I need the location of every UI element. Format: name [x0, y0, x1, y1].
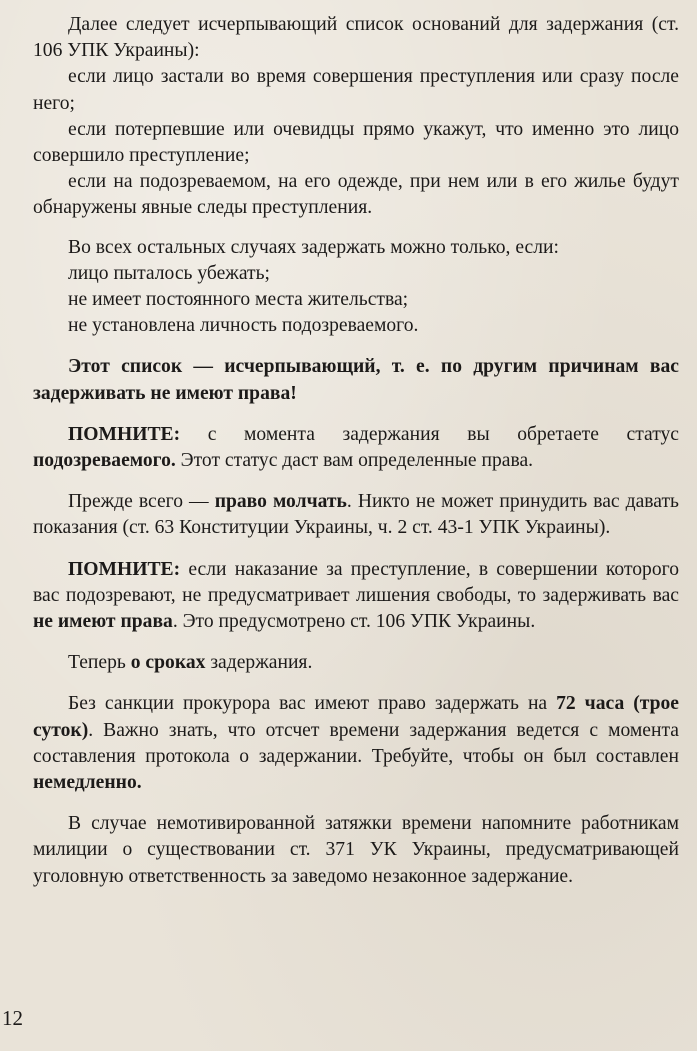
paragraph-ground-1: если лицо застали во время совершения преступления или сразу после него;	[33, 66, 679, 114]
paragraph-other-case-3: не установлена личность подозреваемого.	[68, 315, 419, 337]
body-text	[33, 12, 679, 890]
page-number: 12	[2, 1006, 23, 1030]
paragraph-other-case-1: лицо пыталось убежать;	[68, 262, 270, 284]
paragraph-other-case-2: не имеет постоянного места жительства;	[68, 289, 409, 311]
paragraph-ground-2: если потерпевшие или очевидцы прямо укажут, что именно это лицо совершило преступление;	[33, 118, 679, 167]
paragraph-72-hours: Без санкции прокурора вас имеют право задержать на 72 часа (трое суток). Важно знать, что отсчет времени задержания ведется с момента составления протокола о задержании. Требуйте, чтобы он был составлен немедленно.	[33, 693, 680, 794]
paragraph-other-cases: Во всех остальных случаях задержать можно только, если:	[68, 236, 559, 258]
paragraph-grounds-intro: Далее следует исчерпывающий список оснований для задержания (ст. 106 УПК Украины):	[33, 14, 679, 62]
paragraph-right-to-silence: Прежде всего — право молчать. Никто не может принудить вас давать показания (ст. 63 Конституции Украины, ч. 2 ст. 43-1 УПК Украины).	[33, 491, 679, 539]
paragraph-terms-intro: Теперь о сроках задержания.	[68, 652, 313, 674]
paragraph-ground-3: если на подозреваемом, на его одежде, при нем или в его жилье будут обнаружены явные следы преступления.	[33, 171, 679, 219]
paragraph-exhaustive-list: Этот список — исчерпывающий, т. е. по другим причинам вас задерживать не имеют права!	[33, 356, 679, 404]
paragraph-unlawful-detention: В случае немотивированной затяжки времени напомните работникам милиции о существовании ст. 371 УК Украины, предусматривающей уголовную ответственность за заведомо незаконное задержание.	[33, 813, 679, 887]
paragraph-remember-status: ПОМНИТЕ: с момента задержания вы обретаете статус подозреваемого. Этот статус даст вам определенные права.	[33, 423, 679, 472]
paragraph-remember-detention: ПОМНИТЕ: если наказание за преступление, в совершении которого вас подозревают, не предусматривает лишения свободы, то задерживать вас не имеют права. Это предусмотрено ст. 106 УПК Украины.	[33, 558, 679, 633]
